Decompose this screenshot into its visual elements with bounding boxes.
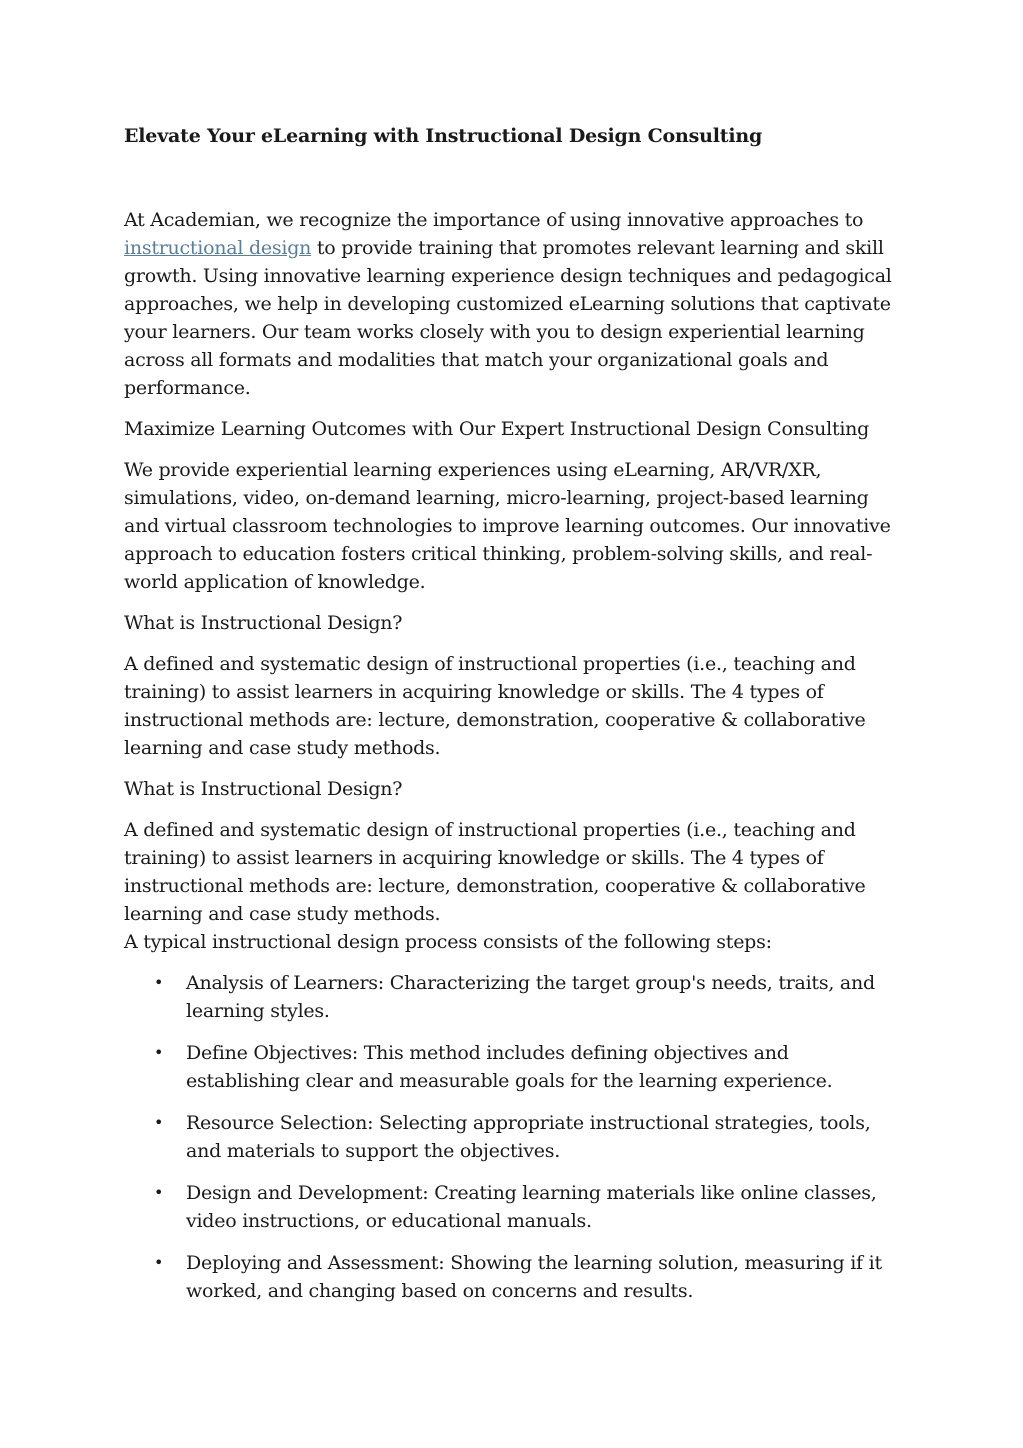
list-item	[124, 969, 896, 1025]
bullet-icon: •	[154, 1253, 164, 1272]
intro-text-after-link: to provide training that promotes relevant learning and skill growth. Using innovative learning experience design techniques and pedagogical approaches, we help in developing customized eLearning solutions that captivate your learners. Our team works closely with you to design experiential learning across all formats and modalities that match your organizational goals and performance.	[124, 237, 892, 399]
document-page	[124, 122, 896, 1319]
list-item	[124, 1249, 896, 1305]
instructional-design-link[interactable]: instructional design	[124, 237, 312, 259]
subheading-what-is-id-2: What is Instructional Design?	[124, 778, 403, 800]
step-text: Resource Selection: Selecting appropriate instructional strategies, tools, and materials to support the objectives.	[186, 1112, 871, 1162]
step-text: Design and Development: Creating learning materials like online classes, video instructions, or educational manuals.	[186, 1182, 877, 1232]
subheading-maximize-outcomes: Maximize Learning Outcomes with Our Expert Instructional Design Consulting	[124, 418, 870, 440]
intro-paragraph	[124, 206, 896, 402]
definition-paragraph-1: A defined and systematic design of instructional properties (i.e., teaching and training) to assist learners in acquiring knowledge or skills. The 4 types of instructional methods are: lecture, demonstration, cooperative & collaborative learning and case study methods.	[124, 653, 866, 759]
experiential-learning-paragraph: We provide experiential learning experiences using eLearning, AR/VR/XR, simulations, video, on-demand learning, micro-learning, project-based learning and virtual classroom technologies to improve learning outcomes. Our innovative approach to education fosters critical thinking, problem-solving skills, and real-world application of knowledge.	[124, 459, 891, 593]
step-text: Deploying and Assessment: Showing the learning solution, measuring if it worked, and changing based on concerns and results.	[186, 1252, 882, 1302]
bullet-icon: •	[154, 1043, 164, 1062]
bullet-icon: •	[154, 1113, 164, 1132]
process-intro-paragraph: A typical instructional design process consists of the following steps:	[124, 931, 772, 953]
list-item	[124, 1039, 896, 1095]
step-text: Define Objectives: This method includes defining objectives and establishing clear and measurable goals for the learning experience.	[186, 1042, 833, 1092]
document-title: Elevate Your eLearning with Instructional Design Consulting	[124, 125, 763, 147]
bullet-icon: •	[154, 1183, 164, 1202]
definition-paragraph-2: A defined and systematic design of instructional properties (i.e., teaching and training) to assist learners in acquiring knowledge or skills. The 4 types of instructional methods are: lecture, demonstration, cooperative & collaborative learning and case study methods.	[124, 819, 866, 925]
list-item	[124, 1109, 896, 1165]
bullet-icon: •	[154, 973, 164, 992]
intro-text-before-link: At Academian, we recognize the importance of using innovative approaches to	[124, 209, 864, 231]
step-text: Analysis of Learners: Characterizing the target group's needs, traits, and learning styles.	[186, 972, 875, 1022]
subheading-what-is-id-1: What is Instructional Design?	[124, 612, 403, 634]
process-steps-list	[124, 969, 896, 1305]
list-item	[124, 1179, 896, 1235]
